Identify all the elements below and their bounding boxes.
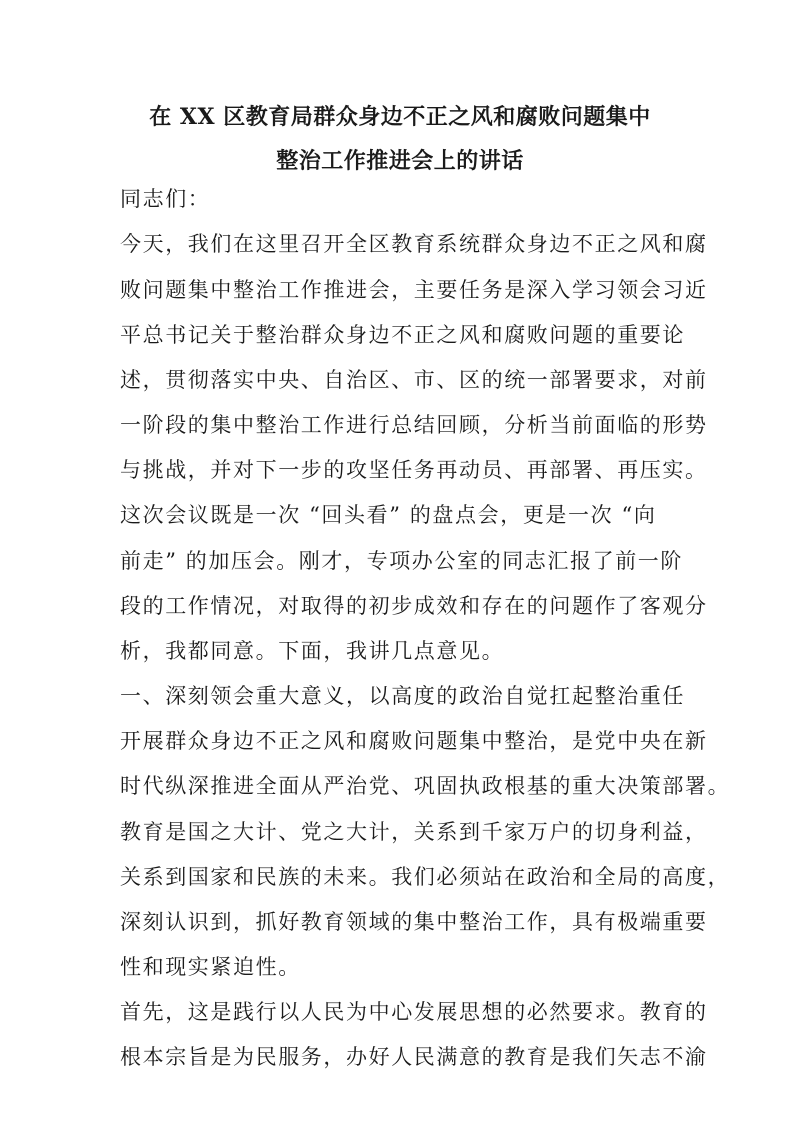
paragraph-line: 述，贯彻落实中央、自治区、市、区的统一部署要求，对前 <box>120 368 708 392</box>
document-title-line-1: 在 XX 区教育局群众身边不正之风和腐败问题集中 <box>149 104 651 130</box>
paragraph-line: 败问题集中整治工作推进会，主要任务是深入学习领会习近 <box>120 278 708 302</box>
paragraph-line: 教育是国之大计、党之大计，关系到千家万户的切身利益， <box>120 820 708 844</box>
paragraph-line: 平总书记关于整治群众身边不正之风和腐败问题的重要论 <box>120 323 685 347</box>
paragraph-line: 根本宗旨是为民服务，办好人民满意的教育是我们矢志不渝 <box>120 1045 708 1069</box>
paragraph-line: 开展群众身边不正之风和腐败问题集中整治，是党中央在新 <box>120 729 708 753</box>
paragraph-line: 关系到国家和民族的未来。我们必须站在政治和全局的高度， <box>120 865 731 889</box>
paragraph-line: 首先，这是践行以人民为中心发展思想的必然要求。教育的 <box>120 1000 708 1024</box>
paragraph-line: 性和现实紧迫性。 <box>120 955 301 979</box>
paragraph-line: 深刻认识到，抓好教育领域的集中整治工作，具有极端重要 <box>120 910 708 934</box>
paragraph-line: 这次会议既是一次 “回头看” 的盘点会，更是一次 “向 <box>120 503 657 527</box>
salutation: 同志们： <box>120 187 211 211</box>
paragraph-line: 段的工作情况，对取得的初步成效和存在的问题作了客观分 <box>120 594 708 618</box>
document-title-line-2: 整治工作推进会上的讲话 <box>276 148 524 174</box>
paragraph-line: 析，我都同意。下面，我讲几点意见。 <box>120 639 505 663</box>
paragraph-line: 时代纵深推进全面从严治党、巩固执政根基的重大决策部署。 <box>120 774 731 798</box>
paragraph-line: 今天，我们在这里召开全区教育系统群众身边不正之风和腐 <box>120 232 708 256</box>
section-heading: 一、深刻领会重大意义，以高度的政治自觉扛起整治重任 <box>120 684 685 708</box>
paragraph-line: 与挑战，并对下一步的攻坚任务再动员、再部署、再压实。 <box>120 458 708 482</box>
paragraph-line: 一阶段的集中整治工作进行总结回顾，分析当前面临的形势 <box>120 413 708 437</box>
paragraph-line: 前走” 的加压会。刚才，专项办公室的同志汇报了前一阶 <box>120 549 684 573</box>
